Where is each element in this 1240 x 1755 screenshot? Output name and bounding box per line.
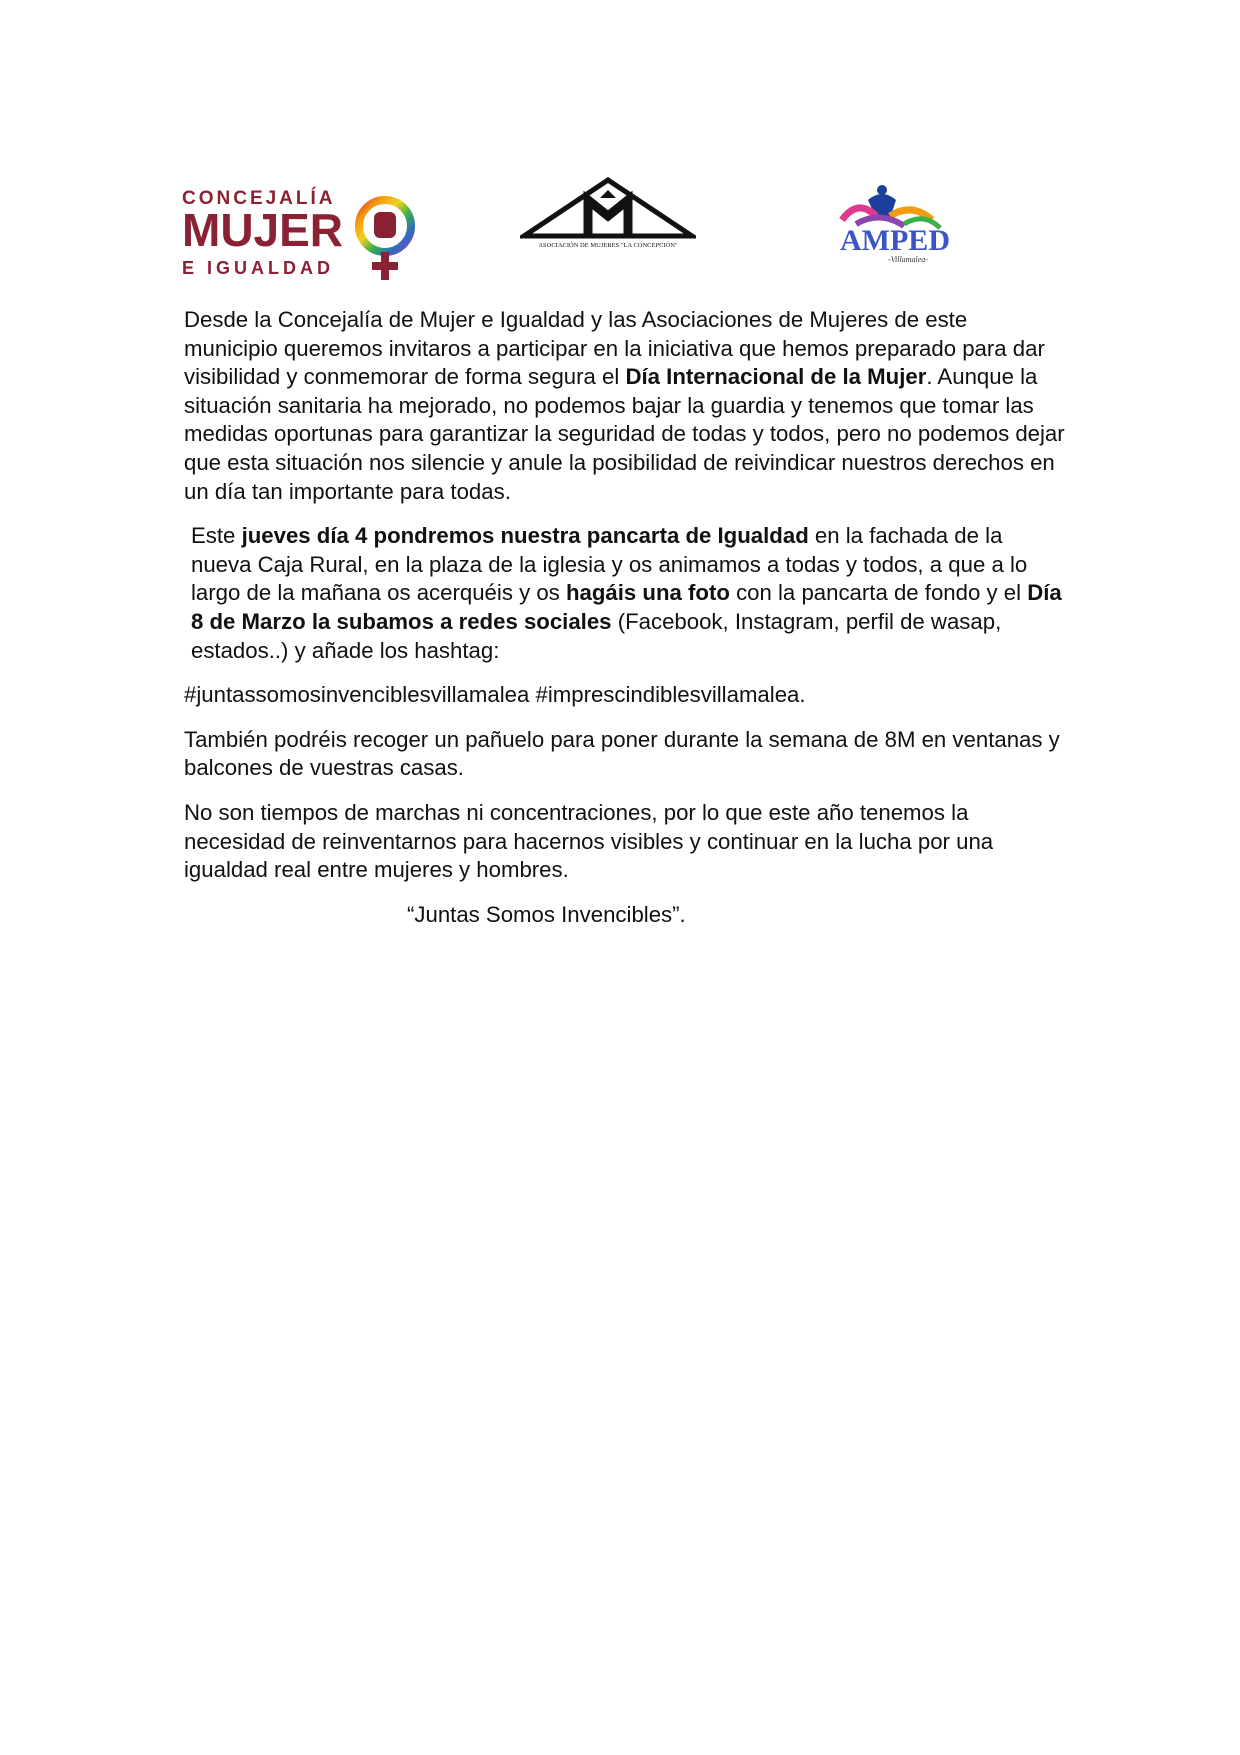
paragraph-marchas: No son tiempos de marchas ni concentraciones, por lo que este año tenemos la necesidad de reinventarnos para hacernos visibles y continuar en la lucha por una igualdad real entre mujeres y hombres. [184, 799, 994, 883]
paragraph-panuelo: También podréis recoger un pañuelo para poner durante la semana de 8M en ventanas y balcones de vuestras casas. [184, 726, 1060, 781]
dia8-bold: Día 8 de Marzo la subamos a redes sociales [191, 580, 1062, 634]
paragraph-1: Desde la Concejalía de Mujer e Igualdad y las Asociaciones de Mujeres de este municipio queremos invitaros a participar en la iniciativa que hemos preparado para dar visibilidad y conmemorar de forma segura el Día Internacional de la Mujer. Aunque la situación sanitaria ha mejorado, no podemos bajar la guardia y tenemos que tomar las medidas oportunas para garantizar la seguridad de todas y todos, pero no podemos dejar que esta situación nos silencie y anule la posibilidad de reivindicar nuestros derechos en un día tan importante para todas. [184, 307, 1065, 504]
fist-icon [374, 212, 396, 238]
amped-text: AMPED [840, 224, 950, 257]
igualdad-text: E IGUALDAD [182, 258, 334, 278]
asociacion-mujeres-logo [520, 176, 696, 250]
concejalia-text: CONCEJALÍA [182, 188, 336, 209]
letter-body [177, 306, 1067, 945]
logo-row [0, 170, 1240, 290]
amped-sub-text: -Villamalea- [888, 255, 928, 264]
closing-quote: “Juntas Somos Invencibles”. [407, 901, 686, 927]
dia-internacional-bold: Día Internacional de la Mujer [625, 364, 927, 390]
asociacion-caption: ASOCIACIÓN DE MUJERES "LA CONCEPCIÓN" [538, 242, 678, 249]
foto-bold: hagáis una foto [565, 580, 730, 606]
mujer-text: MUJER [182, 204, 344, 256]
hashtags: #juntassomosinvenciblesvillamalea #imprescindiblesvillamalea. [184, 682, 806, 708]
paragraph-2: Este jueves día 4 pondremos nuestra pancarta de Igualdad en la fachada de la nueva Caja Rural, en la plaza de la iglesia y os animamos a todas y todos, a que a lo largo de la mañana os acerquéis y os hagáis una foto con la pancarta de fondo y el Día 8 de Marzo la subamos a redes sociales (Facebook, Instagram, perfil de wasap, estados..) y añade los hashtag: [191, 523, 1062, 663]
concejalia-mujer-igualdad-logo [182, 184, 422, 284]
jueves-bold: jueves día 4 pondremos nuestra pancarta de Igualdad [241, 523, 809, 549]
amped-logo [820, 180, 970, 266]
